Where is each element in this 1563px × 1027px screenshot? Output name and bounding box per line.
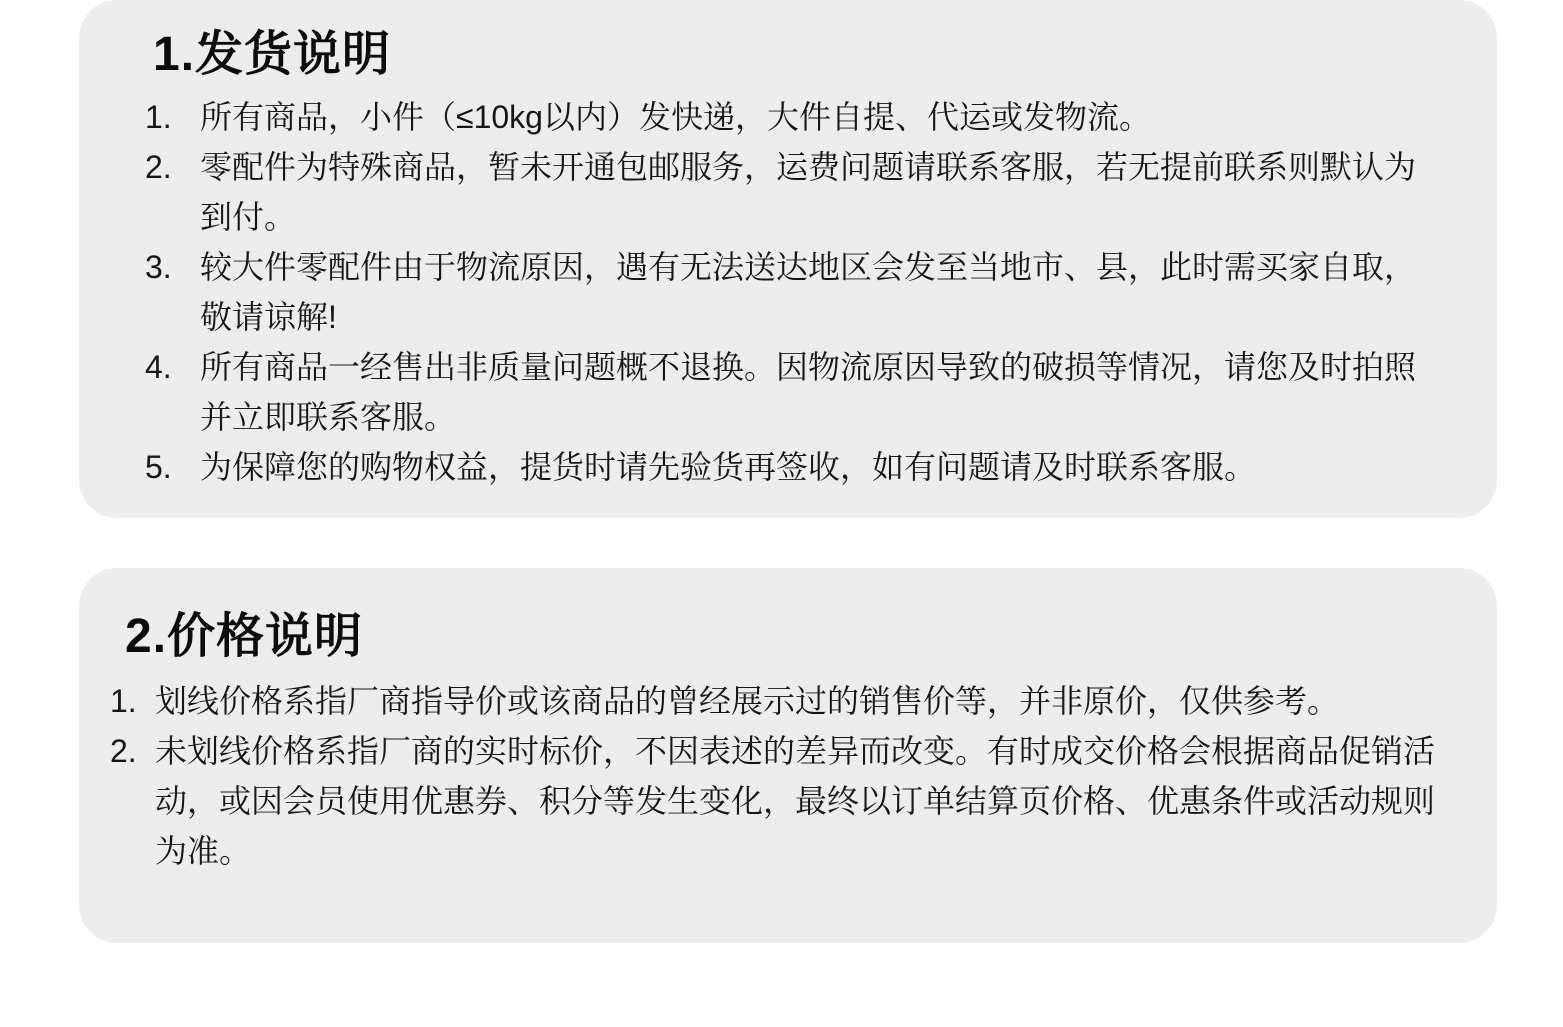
item-number: 4. [145,349,172,385]
item-number: 2. [145,149,172,185]
shipping-section-title: 1.发货说明 [153,28,392,81]
list-item [145,142,1447,242]
item-number: 1. [145,99,172,135]
pricing-section-title: 2.价格说明 [125,610,364,663]
list-item [110,676,1447,726]
list-item [145,342,1447,442]
item-number: 2. [110,733,137,769]
list-item [145,442,1447,492]
list-item [110,726,1447,876]
item-text: 较大件零配件由于物流原因，遇有无法送达地区会发至当地市、县，此时需买家自取，敬请谅解! [200,249,1417,335]
item-text: 划线价格系指厂商指导价或该商品的曾经展示过的销售价等，并非原价，仅供参考。 [155,683,1340,719]
item-text: 所有商品一经售出非质量问题概不退换。因物流原因导致的破损等情况，请您及时拍照并立即联系客服。 [200,349,1417,435]
item-number: 1. [110,683,137,719]
list-item [145,242,1447,342]
item-text: 零配件为特殊商品，暂未开通包邮服务，运费问题请联系客服，若无提前联系则默认为到付。 [200,149,1417,235]
item-text: 未划线价格系指厂商的实时标价，不因表述的差异而改变。有时成交价格会根据商品促销活动，或因会员使用优惠券、积分等发生变化，最终以订单结算页价格、优惠条件或活动规则为准。 [155,733,1436,869]
shipping-notice-card [79,0,1497,518]
shipping-notice-list [145,92,1447,492]
item-text: 所有商品，小件（≤10kg以内）发快递，大件自提、代运或发物流。 [200,99,1151,135]
item-number: 3. [145,249,172,285]
pricing-notice-list [110,676,1447,876]
pricing-notice-card [79,568,1497,943]
item-text: 为保障您的购物权益，提货时请先验货再签收，如有问题请及时联系客服。 [200,449,1257,485]
list-item [145,92,1447,142]
item-number: 5. [145,449,172,485]
